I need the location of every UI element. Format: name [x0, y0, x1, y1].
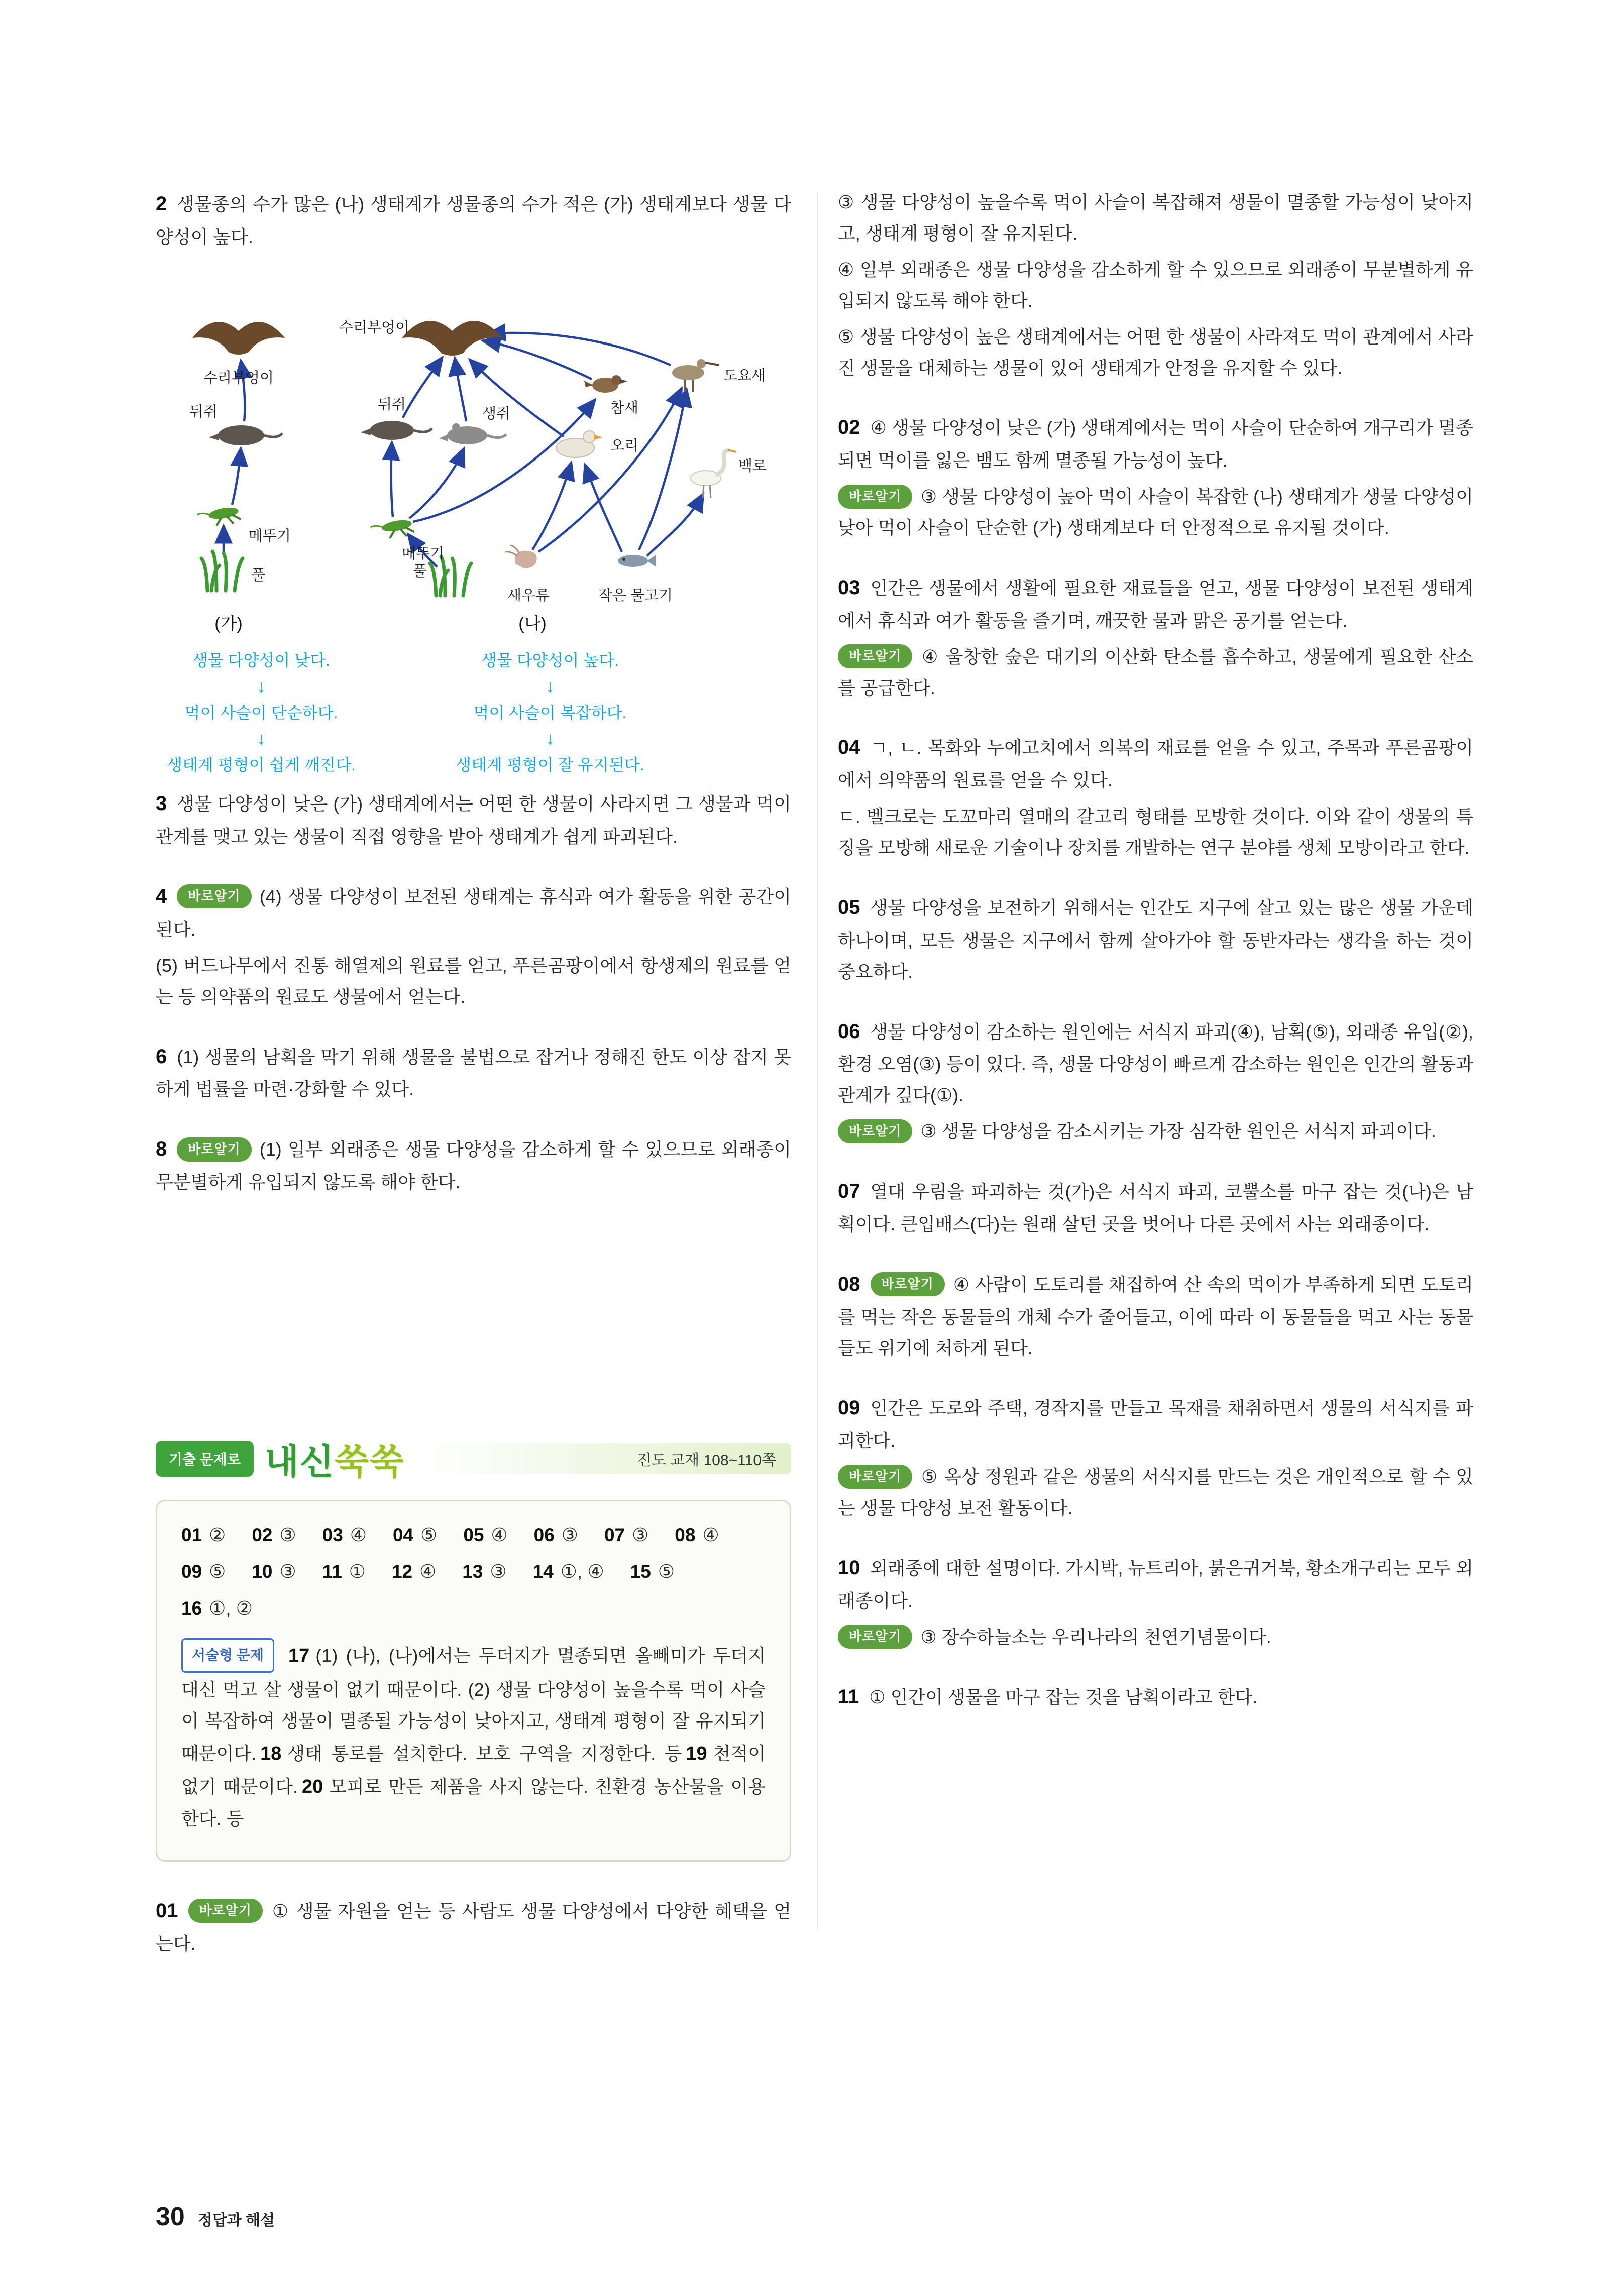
paragraph-text: ㄷ. 벨크로는 도꼬마리 열매의 갈고리 형태를 모방한 것이다. 이와 같이 생물의 특징을 모방해 새로운 기술이나 장치를 개발하는 연구 분야를 생체 모방이라고 한다.: [838, 806, 1473, 858]
seosul-segment: (1) (나), (나)에서는 두더지가 멸종되면 올빼미가 두더지 대신 먹고 살 생물이 없기 때문이다. (2) 생물 다양성이 높을수록 먹이 사슬이 복잡하여 생물이 멸종될 가능성이 낮아지고, 생태계 평형이 잘 유지되기 때문이다.: [181, 1645, 766, 1764]
answer-paragraph: [838, 1680, 1473, 1714]
label-egret-na: 백로: [738, 457, 767, 474]
question-number: 6: [156, 1045, 167, 1068]
paragraph-text: ① 인간이 생물을 마구 잡는 것을 남획이라고 한다.: [869, 1686, 1258, 1707]
answer-item: [534, 1524, 578, 1546]
answer-paragraph: [838, 1174, 1473, 1240]
seosul-badge: 서술형 문제: [181, 1638, 274, 1673]
answer-number: 11: [322, 1561, 342, 1582]
answer-paragraph: [838, 641, 1473, 704]
paragraph-text: ④ 사람이 도토리를 채집하여 산 속의 먹이가 부족하게 되면 도토리를 먹는 작은 동물들의 개체 수가 줄어들고, 이에 따라 이 동물들을 먹고 사는 동물들도 위기에 처하게 된다.: [838, 1274, 1473, 1358]
answer-value: ④: [350, 1524, 367, 1545]
label-grasshopper-ga: 메뚜기: [249, 528, 291, 544]
baroalgi-badge: 바로알기: [838, 1465, 912, 1489]
answer-number: 09: [181, 1561, 202, 1582]
answer-number: 05: [463, 1524, 484, 1545]
question-number: 2: [156, 193, 167, 215]
answer-item: [604, 1524, 648, 1546]
answer-paragraph: [838, 801, 1473, 863]
answer-number: 13: [462, 1561, 483, 1582]
answer-paragraph: [156, 1040, 791, 1105]
answer-item: [322, 1524, 367, 1546]
answer-number: 08: [675, 1524, 696, 1545]
paragraph-text: 인간은 도로와 주택, 경작지를 만들고 목재를 채취하면서 생물의 서식지를 파괴한다.: [838, 1398, 1473, 1451]
paragraph-text: 외래종에 대한 설명이다. 가시박, 뉴트리아, 붉은귀거북, 황소개구리는 모두 외래종이다.: [838, 1557, 1473, 1611]
answer-paragraph: [838, 321, 1473, 384]
question-number: 06: [838, 1020, 860, 1043]
food-web-diagram: [156, 285, 791, 777]
paragraph-text: ④ 울창한 숲은 대기의 이산화 탄소를 흡수하고, 생물에게 필요한 산소를 공급한다.: [838, 646, 1473, 698]
two-column-layout: [156, 187, 1473, 1960]
answer-item: [252, 1561, 296, 1582]
answer-value: ④: [419, 1561, 437, 1582]
seosul-segment: 17: [288, 1645, 310, 1666]
answer-item: [181, 1524, 226, 1546]
food-web-svg: [156, 285, 791, 636]
answer-paragraph: [838, 1622, 1473, 1653]
label-fish-na: 작은 물고기: [598, 587, 673, 604]
label-shrew-na: 뒤쥐: [377, 396, 406, 413]
answer-paragraph: [838, 1461, 1473, 1524]
paragraph-text: ③ 장수하늘소는 우리나라의 천연기념물이다.: [920, 1626, 1271, 1647]
answer-value: ⑤: [209, 1561, 226, 1582]
answer-paragraph: [156, 879, 791, 945]
left-bottom-paragraphs: [156, 1894, 791, 1960]
answer-item: [533, 1561, 604, 1582]
right-paragraphs: [838, 187, 1473, 1714]
question-number: 01: [156, 1899, 178, 1922]
seosul-segment: 19: [686, 1743, 707, 1764]
answer-paragraph: [838, 187, 1473, 249]
question-number: 08: [838, 1273, 860, 1295]
paragraph-text: 생물종의 수가 많은 (나) 생태계가 생물종의 수가 적은 (가) 생태계보다 생물 다양성이 높다.: [156, 194, 791, 247]
label-shrimp-na: 새우류: [507, 587, 550, 604]
answer-paragraph: [838, 1014, 1473, 1111]
answer-paragraph: [838, 1116, 1473, 1147]
flow-ga-step3: 생태계 평형이 쉽게 깨진다.: [167, 756, 356, 774]
label-grass-na: 풀: [412, 563, 427, 580]
paragraph-text: ④ 생물 다양성이 낮은 (가) 생태계에서는 먹이 사슬이 단순하여 개구리가 멸종되면 먹이를 잃은 뱀도 함께 멸종될 가능성이 높다.: [838, 417, 1473, 471]
question-number: 10: [838, 1556, 860, 1579]
baroalgi-badge: 바로알기: [188, 1899, 263, 1923]
answer-value: ②: [209, 1524, 226, 1545]
grasshopper-icon: [197, 505, 242, 529]
answer-number: 07: [604, 1524, 625, 1545]
seosul-segment: 모피로 만든 제품을 사지 않는다. 친환경 농산물을 이용한다. 등: [181, 1776, 766, 1829]
down-arrow: ↓: [546, 729, 555, 748]
textbook-page-ref: 진도 교재 108~110쪽: [418, 1443, 791, 1474]
baroalgi-badge: 바로알기: [177, 1137, 251, 1162]
answer-value: ④: [491, 1524, 508, 1545]
answer-paragraph: [156, 187, 791, 253]
baroalgi-badge: 바로알기: [838, 1119, 912, 1143]
paragraph-text: 인간은 생물에서 생활에 필요한 재료들을 얻고, 생물 다양성이 보전된 생태계에서 휴식과 여가 활동을 즐기며, 깨끗한 물과 맑은 공기를 얻는다.: [838, 577, 1473, 631]
answer-item: [393, 1524, 437, 1546]
left-column: [156, 187, 791, 1960]
answer-value: ③: [490, 1561, 507, 1582]
seosul-section: [181, 1639, 766, 1835]
answer-number: 06: [533, 1524, 555, 1545]
answer-item: [630, 1561, 675, 1582]
flow-na-step2: 먹이 사슬이 복잡하다.: [473, 704, 627, 722]
paragraph-text: ③ 생물 다양성이 높을수록 먹이 사슬이 복잡해져 생물이 멸종할 가능성이 낮아지고, 생태계 평형이 잘 유지된다.: [838, 192, 1473, 244]
owl-icon: [402, 321, 502, 356]
answer-number: 12: [391, 1561, 413, 1582]
answer-paragraph: [838, 481, 1473, 543]
baroalgi-badge: 바로알기: [871, 1272, 945, 1296]
footer-label: 정답과 해설: [197, 2212, 275, 2229]
page-number: 30: [156, 2202, 185, 2231]
mouse-icon: [439, 423, 506, 444]
answer-paragraph: [838, 1267, 1473, 1364]
paragraph-text: (1) 일부 외래종은 생물 다양성을 감소하게 할 수 있으므로 외래종이 무분별하게 유입되지 않도록 해야 한다.: [156, 1139, 791, 1192]
answer-paragraph: [838, 1551, 1473, 1617]
seosul-segment: 천적이 없기 때문이다.: [181, 1743, 766, 1797]
question-number: 3: [156, 792, 167, 815]
paragraph-text: ③ 생물 다양성을 감소시키는 가장 심각한 원인은 서식지 파괴이다.: [920, 1121, 1436, 1142]
fish-icon: [618, 555, 656, 567]
page-footer: [156, 2202, 275, 2232]
exam-section: [156, 1434, 791, 1862]
answer-item: [181, 1561, 226, 1582]
paragraph-text: (4) 생물 다양성이 보전된 생태계는 휴식과 여가 활동을 위한 공간이 된다.: [156, 886, 791, 940]
answer-item: [392, 1561, 436, 1582]
answer-value: ④: [702, 1524, 719, 1545]
answer-paragraph: [156, 950, 791, 1012]
logo-ssukssuk: 쑥쑥: [335, 1442, 405, 1481]
logo-naesin: 내신: [265, 1442, 335, 1481]
question-number: 8: [156, 1138, 167, 1161]
answer-value: ①: [349, 1561, 366, 1582]
answer-number: 03: [322, 1524, 343, 1545]
label-duck-na: 오리: [610, 437, 639, 454]
question-number: 03: [838, 576, 860, 599]
paragraph-text: ㄱ, ㄴ. 목화와 누에고치에서 의복의 재료를 얻을 수 있고, 주목과 푸른곰팡이에서 의약품의 원료를 얻을 수 있다.: [838, 737, 1473, 791]
question-number: 02: [838, 416, 860, 439]
answer-value: ③: [561, 1524, 578, 1545]
seosul-segment: 20: [302, 1776, 323, 1798]
question-number: 11: [838, 1685, 859, 1708]
answer-number: 02: [252, 1524, 273, 1545]
exam-tab: 기출 문제로: [156, 1441, 254, 1477]
label-mouse-na: 생쥐: [482, 405, 511, 422]
answer-paragraph: [838, 730, 1473, 796]
flow-na-step1: 생물 다양성이 높다.: [481, 651, 619, 669]
answer-item: [462, 1561, 506, 1582]
baroalgi-badge: 바로알기: [838, 644, 912, 668]
paragraph-text: (1) 생물의 남획을 막기 위해 생물을 불법으로 잡거나 정해진 한도 이상 잡지 못하게 법률을 마련·강화할 수 있다.: [156, 1046, 791, 1100]
answer-item: [181, 1597, 253, 1619]
paragraph-text: 열대 우림을 파괴하는 것(가)은 서식지 파괴, 코뿔소를 마구 잡는 것(나)은 남획이다. 큰입배스(다)는 원래 살던 곳을 벗어나 다른 곳에서 사는 외래종이다.: [838, 1181, 1473, 1234]
answer-item: [675, 1524, 719, 1546]
answer-number: 16: [181, 1597, 202, 1619]
seosul-segment: 18: [260, 1743, 282, 1764]
paragraph-text: 생물 다양성이 감소하는 원인에는 서식지 파괴(④), 남획(⑤), 외래종 유입(②), 환경 오염(③) 등이 있다. 즉, 생물 다양성이 빠르게 감소하는 원인은 인간의 활동과 관계가 깊다(①).: [838, 1021, 1473, 1106]
paragraph-text: 생물 다양성을 보전하기 위해서는 인간도 지구에 살고 있는 많은 생물 가운데 하나이며, 모든 생물은 지구에서 함께 살아가야 할 동반자라는 생각을 하는 것이 중요하다.: [838, 897, 1473, 982]
answer-paragraph: [838, 570, 1473, 636]
flow-ga-step1: 생물 다양성이 낮다.: [192, 651, 330, 669]
answer-value: ③: [279, 1524, 296, 1545]
question-number: 09: [838, 1397, 860, 1419]
paragraph-text: (5) 버드나무에서 진통 해열제의 원료를 얻고, 푸른곰팡이에서 항생제의 원료를 얻는 등 의약품의 원료도 생물에서 얻는다.: [156, 955, 791, 1007]
answers-box: [156, 1500, 791, 1862]
flow-ga-step2: 먹이 사슬이 단순하다.: [184, 704, 338, 722]
answer-paragraph: [838, 410, 1473, 476]
egret-icon: [691, 450, 736, 498]
baroalgi-badge: 바로알기: [838, 485, 912, 509]
shrew-icon: [209, 425, 282, 445]
answer-number: 01: [181, 1524, 202, 1545]
question-number: 04: [838, 736, 860, 759]
question-number: 4: [156, 885, 167, 907]
caption-na: (나): [518, 614, 547, 633]
paragraph-text: ⑤ 생물 다양성이 높은 생태계에서는 어떤 한 생물이 사라져도 먹이 관계에서 사라진 생물을 대체하는 생물이 있어 생태계가 안정을 유지할 수 있다.: [838, 326, 1473, 378]
answer-number: 04: [392, 1524, 414, 1545]
flow-na-step3: 생태계 평형이 잘 유지된다.: [456, 756, 644, 774]
answer-value: ⑤: [420, 1524, 438, 1545]
left-top-paragraphs: [156, 187, 791, 253]
answers-grid: [181, 1524, 766, 1619]
answer-value: ⑤: [658, 1561, 675, 1582]
label-grasshopper-na: 메뚜기: [402, 545, 445, 562]
flow-na: [442, 649, 658, 777]
label-grass-ga: 풀: [251, 567, 266, 584]
answer-paragraph: [838, 890, 1473, 987]
down-arrow: ↓: [257, 729, 266, 748]
question-number: 05: [838, 896, 860, 919]
paragraph-text: ③ 생물 다양성이 높아 먹이 사슬이 복잡한 (나) 생태계가 생물 다양성이 낮아 먹이 사슬이 단순한 (가) 생태계보다 더 안정적으로 유지될 것이다.: [838, 486, 1473, 538]
answer-number: 10: [252, 1561, 273, 1582]
answer-item: [463, 1524, 507, 1546]
flow-ga: [156, 649, 367, 777]
grass-icon: [201, 551, 243, 591]
exam-header: [156, 1434, 791, 1484]
sandpiper-icon: [672, 359, 719, 392]
right-column: [838, 187, 1473, 1960]
grasshopper-icon: [370, 518, 415, 542]
label-sandpiper-na: 도요새: [723, 367, 766, 384]
label-owl-na: 수리부엉이: [339, 319, 409, 336]
baroalgi-badge: 바로알기: [177, 884, 251, 908]
answer-paragraph: [838, 254, 1473, 316]
answer-paragraph: [838, 1391, 1473, 1456]
seosul-segment: 생태 통로를 설치한다. 보호 구역을 지정한다. 등: [287, 1743, 682, 1764]
answer-value: ③: [279, 1561, 296, 1582]
answer-paragraph: [156, 1894, 791, 1960]
shrew-icon: [361, 421, 432, 440]
flow-chains: [156, 649, 791, 777]
answer-number: 15: [630, 1561, 651, 1582]
answer-item: [322, 1561, 366, 1582]
grass-icon: [430, 556, 471, 596]
down-arrow: ↓: [257, 676, 266, 696]
label-shrew-ga: 뒤쥐: [189, 403, 218, 420]
label-sparrow-na: 참새: [610, 400, 639, 416]
paragraph-text: ④ 일부 외래종은 생물 다양성을 감소하게 할 수 있으므로 외래종이 무분별하게 유입되지 않도록 해야 한다.: [838, 259, 1473, 311]
label-owl-ga: 수리부엉이: [203, 370, 274, 386]
answer-value: ①, ②: [209, 1597, 253, 1619]
paragraph-text: 생물 다양성이 낮은 (가) 생태계에서는 어떤 한 생물이 사라지면 그 생물과 먹이 관계를 맺고 있는 생물이 직접 영향을 받아 생태계가 쉽게 파괴된다.: [156, 793, 791, 847]
answer-value: ③: [632, 1524, 649, 1545]
left-mid-paragraphs: [156, 786, 791, 1198]
answer-item: [252, 1524, 296, 1546]
question-number: 07: [838, 1180, 860, 1203]
exam-logo: [265, 1434, 405, 1484]
answer-paragraph: [156, 786, 791, 852]
answer-value: ①, ④: [560, 1561, 604, 1582]
owl-icon: [192, 322, 285, 355]
caption-ga: (가): [214, 614, 243, 633]
paragraph-text: ① 생물 자원을 얻는 등 사람도 생물 다양성에서 다양한 혜택을 얻는다.: [156, 1900, 791, 1954]
answer-paragraph: [156, 1132, 791, 1198]
down-arrow: ↓: [546, 676, 555, 696]
answer-number: 14: [532, 1561, 554, 1582]
baroalgi-badge: 바로알기: [838, 1625, 912, 1649]
paragraph-text: ⑤ 옥상 정원과 같은 생물의 서식지를 만드는 것은 개인적으로 할 수 있는 생물 다양성 보전 활동이다.: [838, 1466, 1473, 1519]
